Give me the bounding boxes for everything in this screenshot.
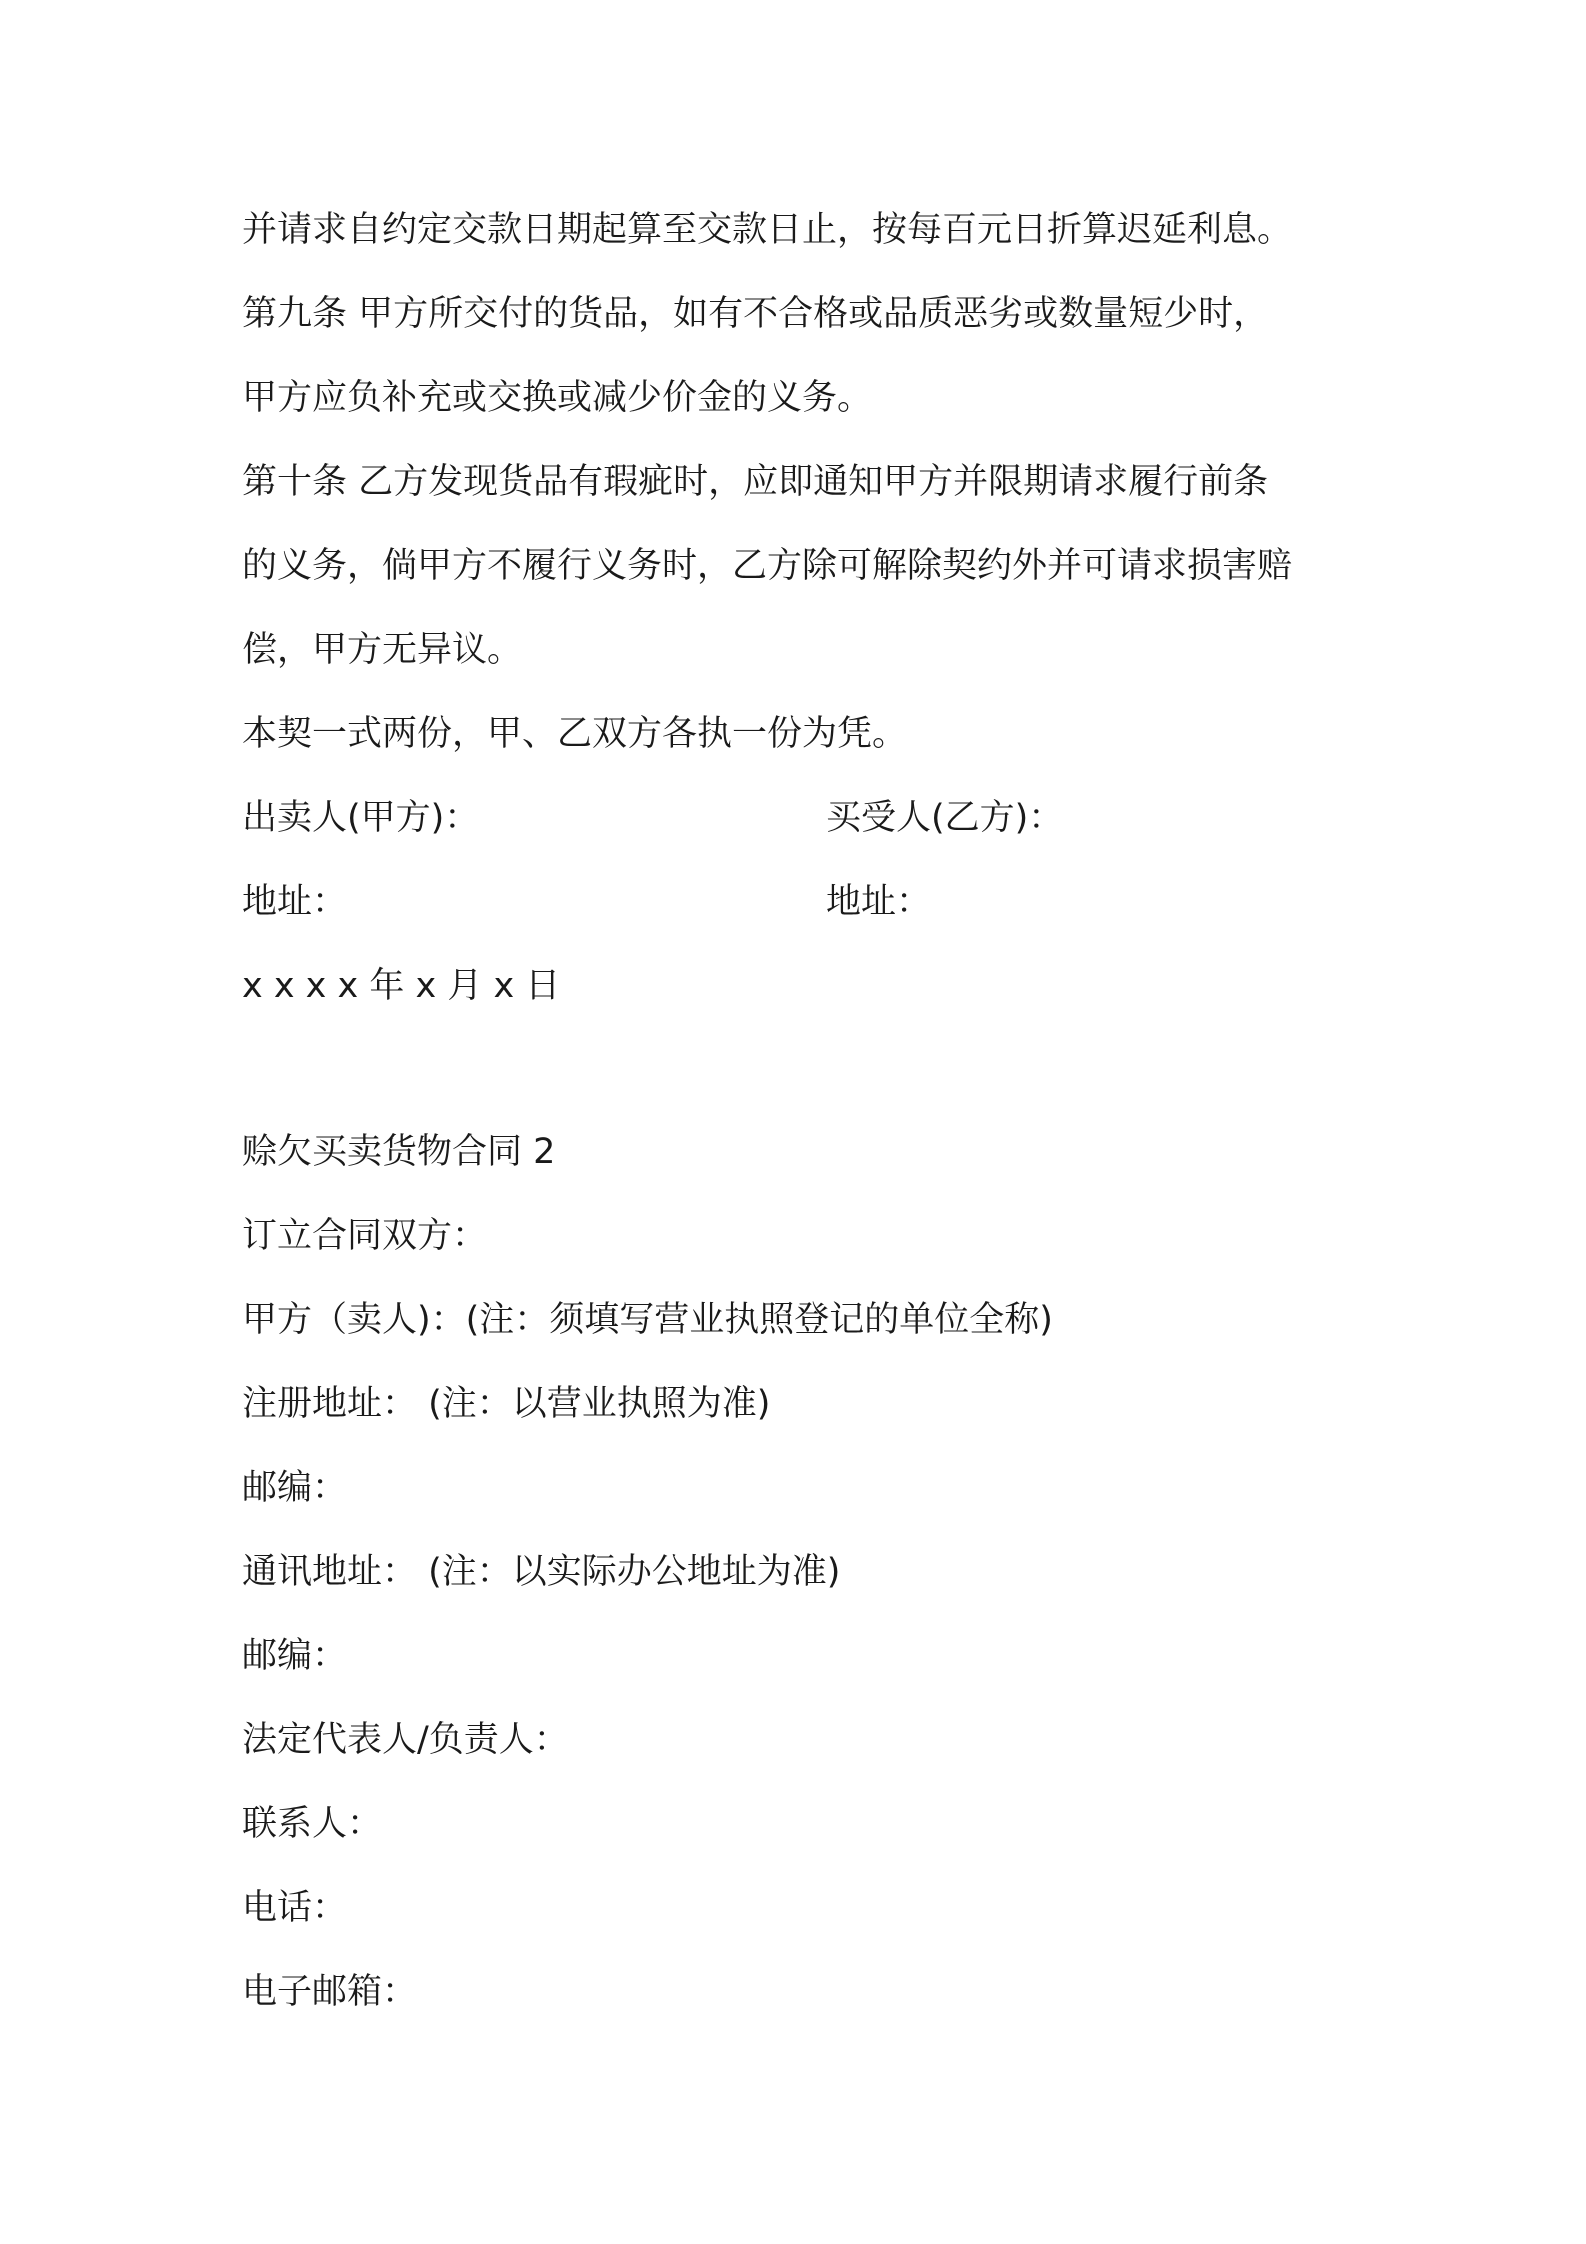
article-9-line-2: 甲方应负补充或交换或减少价金的义务。 <box>242 378 873 418</box>
buyer-label: 买受人(乙方)： <box>826 798 1064 838</box>
copies-statement: 本契一式两份，甲、乙双方各执一份为凭。 <box>242 714 908 754</box>
seller-label: 出卖人(甲方)： <box>242 798 480 838</box>
postcode-1: 邮编： <box>242 1468 348 1508</box>
contact-person: 联系人： <box>242 1804 383 1844</box>
buyer-address: 地址： <box>826 882 932 922</box>
legal-representative: 法定代表人/负责人： <box>242 1720 569 1760</box>
article-10-line-1: 第十条 乙方发现货品有瑕疵时，应即通知甲方并限期请求履行前条 <box>242 462 1269 502</box>
postcode-2: 邮编： <box>242 1636 348 1676</box>
phone: 电话： <box>242 1888 348 1928</box>
article-9-line-1: 第九条 甲方所交付的货品，如有不合格或品质恶劣或数量短少时， <box>242 294 1269 334</box>
party-a-seller: 甲方（卖人)：(注：须填写营业执照登记的单位全称) <box>242 1300 1053 1340</box>
contract-parties: 订立合同双方： <box>242 1216 488 1256</box>
seller-address: 地址： <box>242 882 348 922</box>
signing-date: x x x x 年 x 月 x 日 <box>242 966 561 1006</box>
email: 电子邮箱： <box>242 1972 418 2012</box>
mailing-address: 通讯地址： (注：以实际办公地址为准) <box>242 1552 841 1592</box>
contract-2-title: 赊欠买卖货物合同 2 <box>242 1132 556 1172</box>
article-10-line-3: 偿，甲方无异议。 <box>242 630 523 670</box>
registered-address: 注册地址： (注：以营业执照为准) <box>242 1384 771 1424</box>
article-10-line-2: 的义务，倘甲方不履行义务时，乙方除可解除契约外并可请求损害赔 <box>242 546 1293 586</box>
paragraph-interest: 并请求自约定交款日期起算至交款日止，按每百元日折算迟延利息。 <box>242 210 1293 250</box>
